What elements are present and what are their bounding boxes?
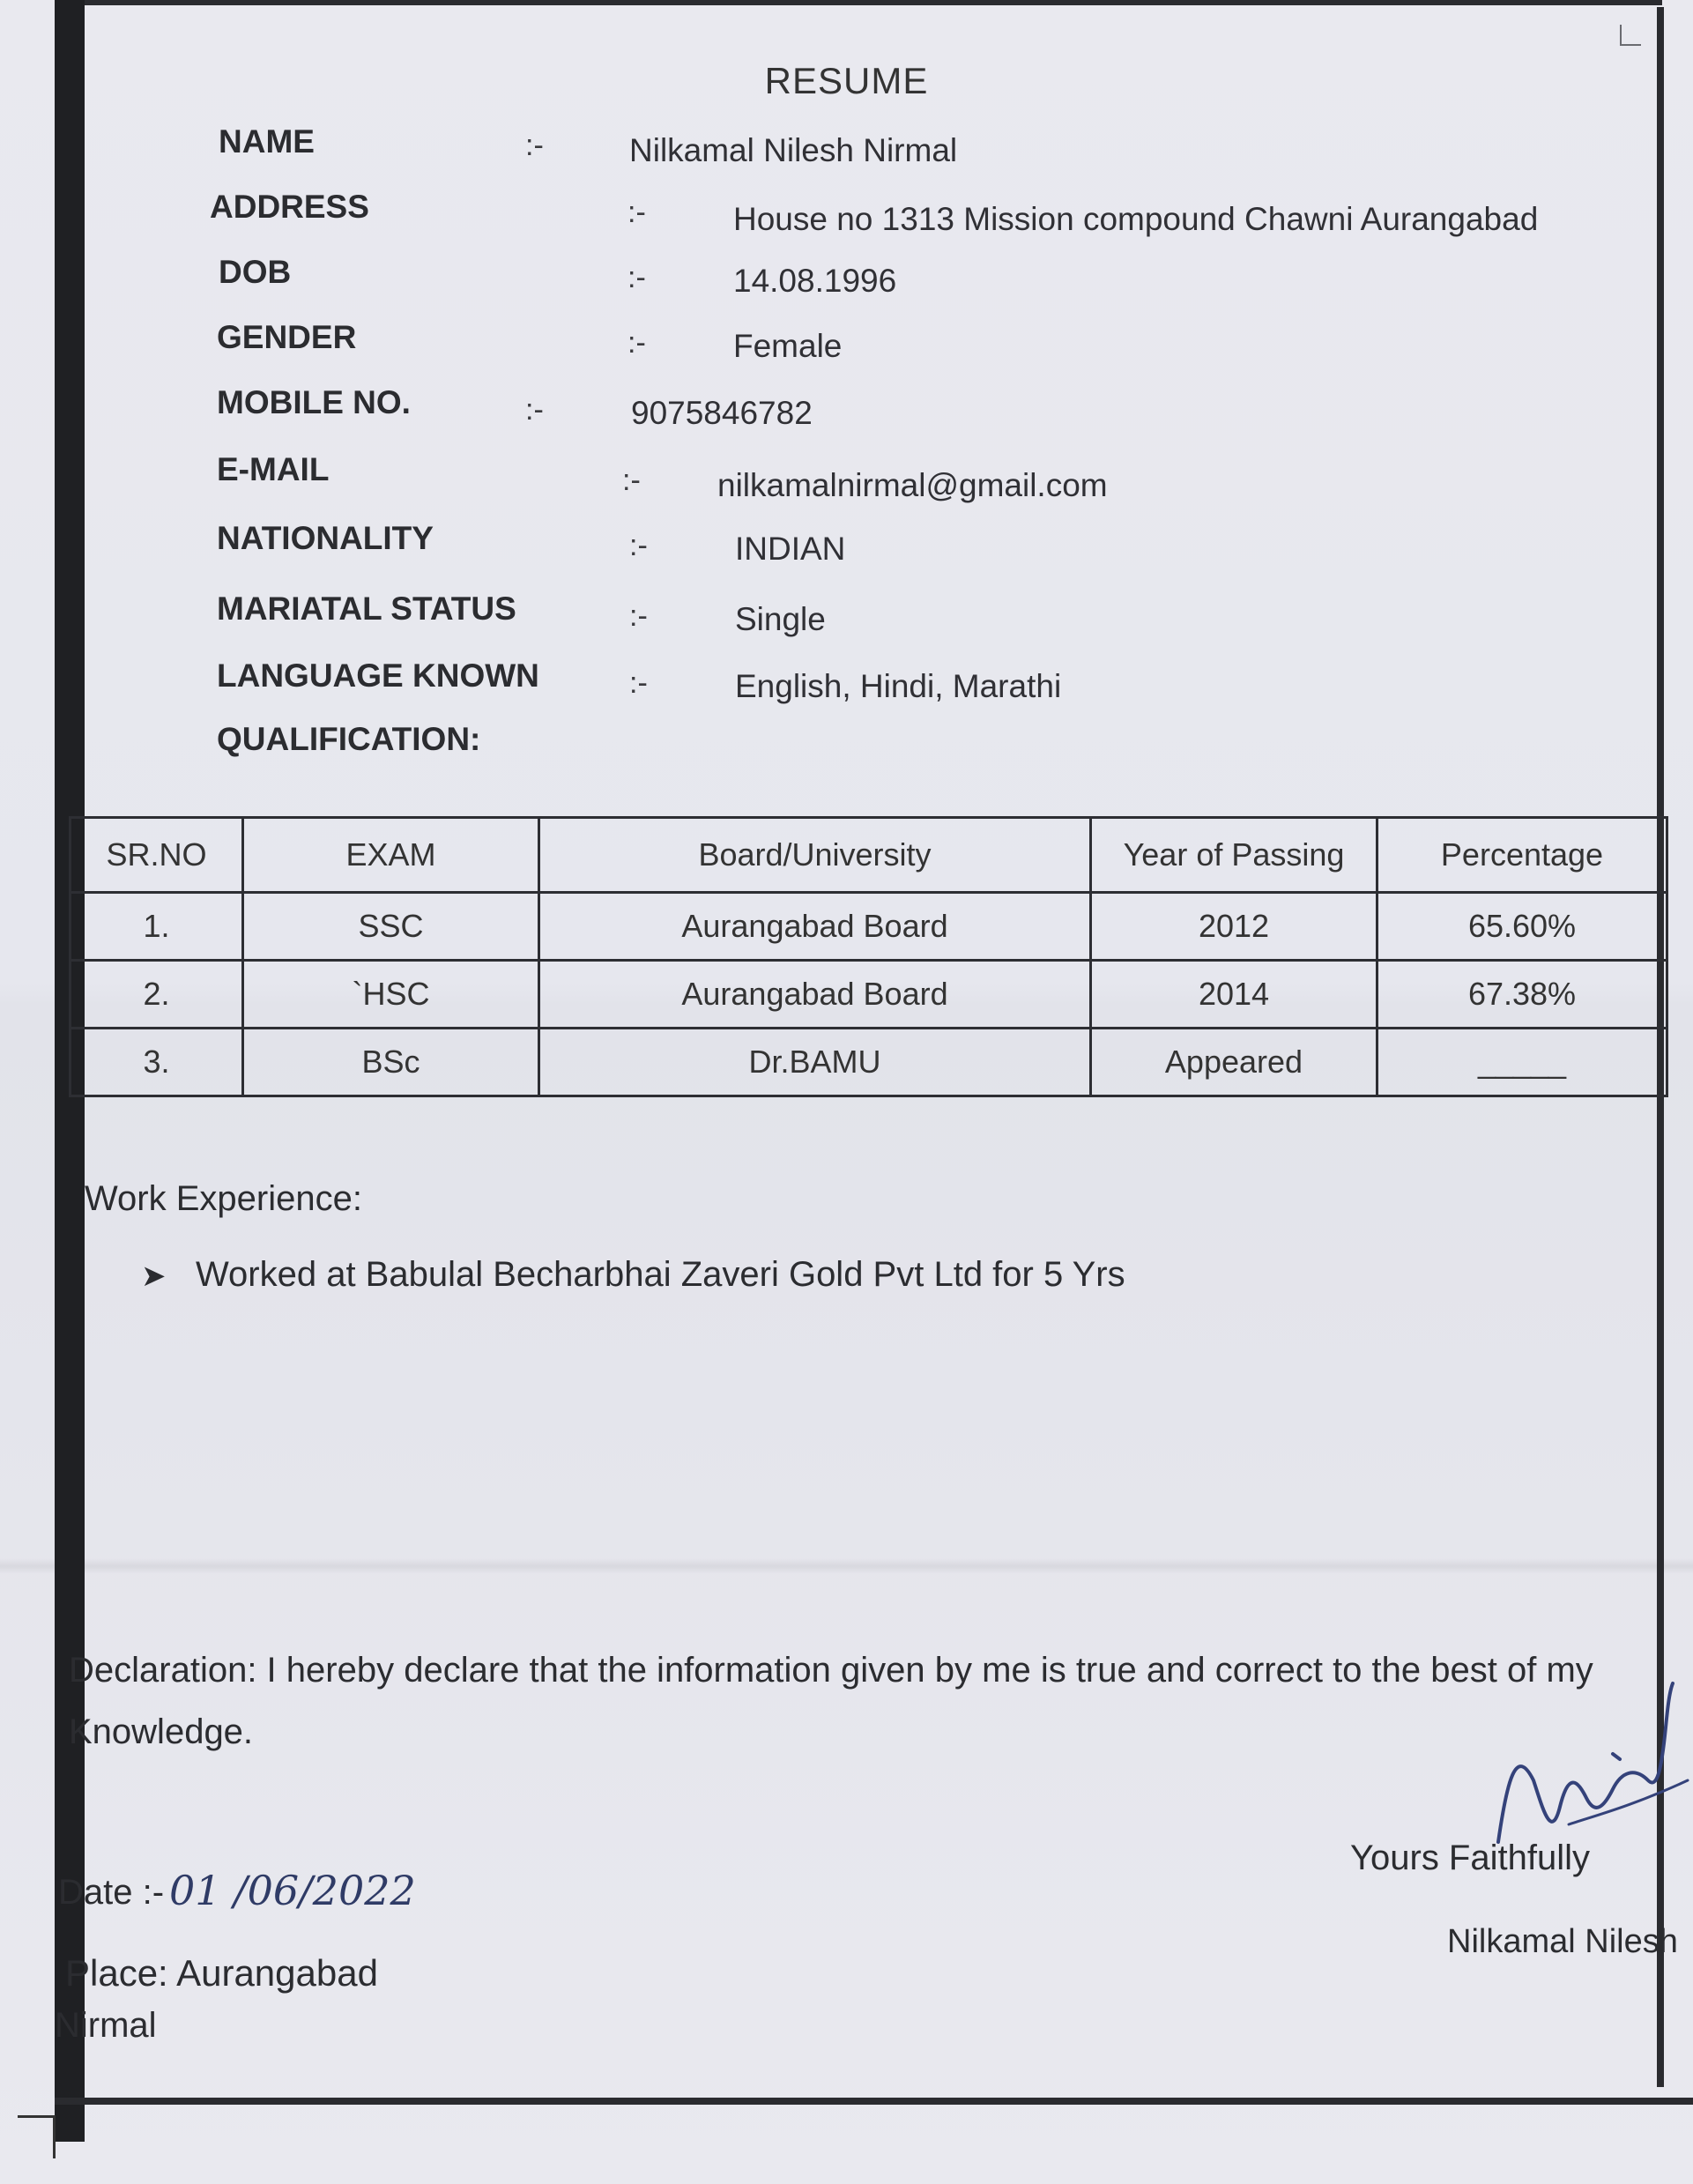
table-row bbox=[71, 1029, 1667, 1096]
field-value-nationality: INDIAN bbox=[735, 531, 846, 567]
field-value-gender: Female bbox=[733, 328, 843, 364]
table-header-cell: EXAM bbox=[243, 818, 539, 893]
paper-fold bbox=[0, 1558, 1693, 1574]
table-cell: Dr.BAMU bbox=[539, 1029, 1091, 1096]
place-tail-text: Nirmal bbox=[55, 2006, 157, 2045]
table-header-cell: Board/University bbox=[539, 818, 1091, 893]
date-label: Date :- bbox=[58, 1873, 165, 1912]
table-header-cell: Year of Passing bbox=[1091, 818, 1377, 893]
field-label-marital-status: MARIATAL STATUS bbox=[217, 591, 516, 627]
field-label-gender: GENDER bbox=[217, 319, 357, 355]
field-sep-email: :- bbox=[622, 464, 641, 497]
field-sep-dob: :- bbox=[627, 261, 646, 294]
table-cell: Appeared bbox=[1091, 1029, 1377, 1096]
corner-mark-top-right bbox=[1620, 25, 1641, 46]
field-sep-language: :- bbox=[629, 666, 648, 700]
page-border-bottom bbox=[55, 2098, 1693, 2105]
table-cell: 2012 bbox=[1091, 893, 1377, 961]
field-label-name: NAME bbox=[219, 123, 315, 160]
field-label-address: ADDRESS bbox=[210, 189, 369, 225]
table-row bbox=[71, 961, 1667, 1029]
table-cell: 2014 bbox=[1091, 961, 1377, 1029]
signer-name: Nilkamal Nilesh bbox=[1447, 1923, 1678, 1960]
table-cell: 2. bbox=[71, 961, 243, 1029]
table-cell: Aurangabad Board bbox=[539, 893, 1091, 961]
page-border-top bbox=[85, 0, 1662, 5]
declaration-text: Declaration: I hereby declare that the information given by me is true and correct to the best of my Knowledge. bbox=[69, 1651, 1593, 1751]
table-row bbox=[71, 893, 1667, 961]
corner-mark-bottom-left bbox=[18, 2115, 56, 2158]
resume-title: RESUME bbox=[764, 60, 929, 101]
field-sep-address: :- bbox=[627, 196, 646, 229]
table-cell: 65.60% bbox=[1377, 893, 1667, 961]
table-cell: 67.38% bbox=[1377, 961, 1667, 1029]
field-value-email: nilkamalnirmal@gmail.com bbox=[717, 467, 1108, 503]
field-value-marital-status: Single bbox=[735, 601, 826, 637]
table-cell: 3. bbox=[71, 1029, 243, 1096]
field-value-name: Nilkamal Nilesh Nirmal bbox=[629, 132, 958, 168]
table-cell: _____ bbox=[1377, 1029, 1667, 1096]
table-cell: SSC bbox=[243, 893, 539, 961]
qualification-label: QUALIFICATION: bbox=[217, 721, 481, 757]
work-experience-heading: Work Experience: bbox=[85, 1179, 362, 1218]
table-cell: 1. bbox=[71, 893, 243, 961]
field-label-nationality: NATIONALITY bbox=[217, 520, 434, 556]
field-value-address: House no 1313 Mission compound Chawni Aurangabad bbox=[733, 201, 1539, 237]
field-label-dob: DOB bbox=[219, 254, 292, 290]
table-cell: `HSC bbox=[243, 961, 539, 1029]
field-sep-gender: :- bbox=[627, 326, 646, 360]
work-experience-item: Worked at Babulal Becharbhai Zaveri Gold Pvt Ltd for 5 Yrs bbox=[196, 1255, 1125, 1294]
date-value-handwritten: 01 /06/2022 bbox=[169, 1867, 416, 1914]
table-cell: Aurangabad Board bbox=[539, 961, 1091, 1029]
table-header-cell: SR.NO bbox=[71, 818, 243, 893]
field-value-dob: 14.08.1996 bbox=[733, 263, 897, 299]
field-sep-name: :- bbox=[525, 129, 544, 162]
field-sep-marital-status: :- bbox=[629, 599, 648, 633]
qualification-table bbox=[69, 816, 1668, 1097]
place-text: Place: Aurangabad bbox=[65, 1952, 378, 1994]
field-label-email: E-MAIL bbox=[217, 451, 330, 487]
field-label-language: LANGUAGE KNOWN bbox=[217, 657, 539, 694]
field-sep-nationality: :- bbox=[629, 529, 648, 562]
field-label-mobile: MOBILE NO. bbox=[217, 384, 411, 420]
field-value-mobile: 9075846782 bbox=[631, 395, 813, 431]
closing-text: Yours Faithfully bbox=[1350, 1839, 1590, 1877]
field-sep-mobile: :- bbox=[525, 393, 544, 427]
arrow-bullet-icon: ➤ bbox=[141, 1259, 167, 1293]
table-header-row bbox=[71, 818, 1667, 893]
table-cell: BSc bbox=[243, 1029, 539, 1096]
table-header-cell: Percentage bbox=[1377, 818, 1667, 893]
field-value-language: English, Hindi, Marathi bbox=[735, 668, 1062, 704]
